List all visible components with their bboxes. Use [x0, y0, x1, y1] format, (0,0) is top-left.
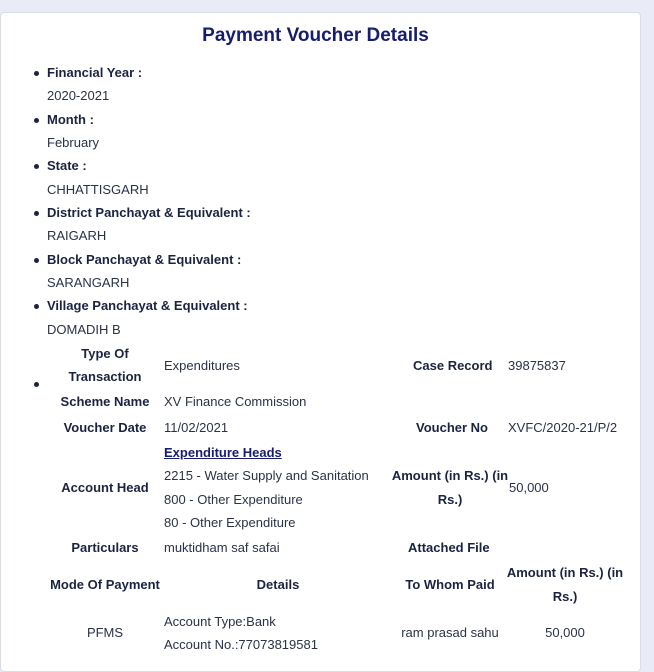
- page-title: Payment Voucher Details: [202, 25, 429, 46]
- head-2215: 2215 - Water Supply and Sanitation: [164, 468, 369, 483]
- scheme-label: Scheme Name: [60, 394, 150, 409]
- state-label: State :: [47, 158, 87, 173]
- bullet-icon: [34, 164, 39, 169]
- amount-value: 50,000: [509, 480, 549, 495]
- row-account-type: Account Type:Bank: [164, 614, 276, 629]
- bullet-icon: [34, 258, 39, 263]
- amount-label-line2: Rs.): [437, 492, 463, 507]
- case-record-value: 39875837: [508, 358, 566, 373]
- block-value: SARANGARH: [47, 275, 130, 290]
- state-value: CHHATTISGARH: [47, 182, 149, 197]
- row-whom: ram prasad sahu: [401, 625, 499, 640]
- amount-label-line1: Amount (in Rs.) (in: [391, 468, 509, 483]
- head-800: 800 - Other Expenditure: [164, 492, 303, 507]
- voucher-no-value: XVFC/2020-21/P/2: [508, 420, 618, 435]
- head-80: 80 - Other Expenditure: [164, 515, 296, 530]
- bullet-icon: [34, 71, 39, 76]
- district-value: RAIGARH: [47, 228, 107, 243]
- voucher-date-label: Voucher Date: [63, 420, 147, 435]
- bullet-icon: [34, 118, 39, 123]
- district-label: District Panchayat & Equivalent :: [47, 205, 251, 220]
- village-value: DOMADIH B: [47, 322, 121, 337]
- financial-year-label: Financial Year :: [47, 65, 143, 80]
- particulars-label: Particulars: [71, 540, 139, 555]
- bullet-icon: [34, 382, 39, 387]
- row-mode: PFMS: [86, 625, 124, 640]
- bullet-icon: [34, 211, 39, 216]
- row-account-no: Account No.:77073819581: [164, 637, 318, 652]
- type-label-line1: Type Of: [81, 346, 129, 361]
- village-label: Village Panchayat & Equivalent :: [47, 298, 248, 313]
- account-head-label: Account Head: [61, 480, 149, 495]
- particulars-value: muktidham saf safai: [164, 540, 280, 555]
- month-label: Month :: [47, 112, 94, 127]
- type-label-line2: Transaction: [68, 369, 142, 384]
- financial-year-value: 2020-2021: [47, 88, 110, 103]
- attached-file-label: Attached File: [408, 540, 490, 555]
- col-whom-header: To Whom Paid: [405, 577, 495, 592]
- month-value: February: [47, 135, 100, 150]
- col-amount-header-line2: Rs.): [552, 589, 578, 604]
- col-mode-header: Mode Of Payment: [50, 577, 160, 592]
- col-details-header: Details: [256, 577, 300, 592]
- scheme-value: XV Finance Commission: [164, 394, 307, 409]
- expenditure-heads-title: Expenditure Heads: [164, 445, 282, 460]
- bullet-icon: [34, 304, 39, 309]
- type-value: Expenditures: [164, 358, 240, 373]
- case-record-label: Case Record: [413, 358, 493, 373]
- row-amount: 50,000: [545, 625, 585, 640]
- voucher-no-label: Voucher No: [416, 420, 488, 435]
- block-label: Block Panchayat & Equivalent :: [47, 252, 242, 267]
- voucher-date-value: 11/02/2021: [164, 420, 229, 435]
- col-amount-header-line1: Amount (in Rs.) (in: [506, 565, 624, 580]
